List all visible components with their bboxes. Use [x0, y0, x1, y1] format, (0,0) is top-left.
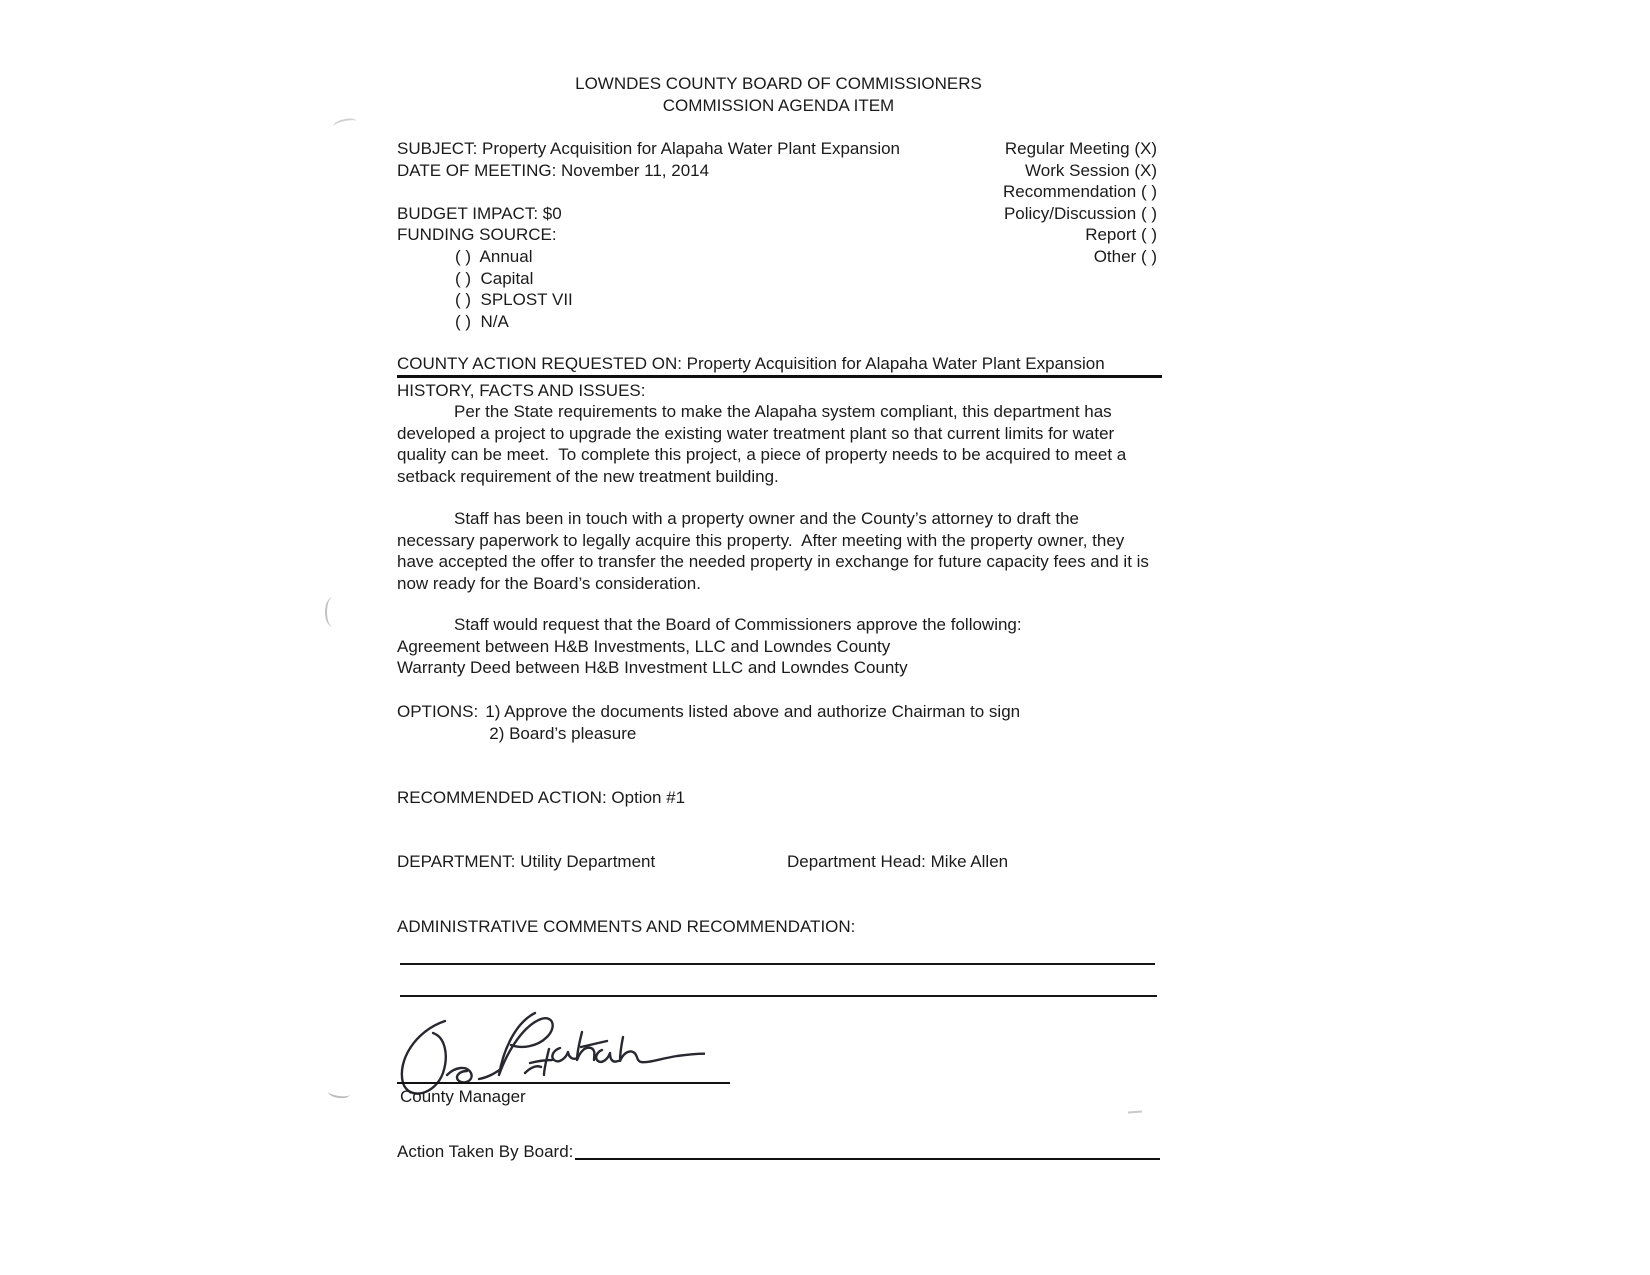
department-head-label: Department Head: Mike Allen: [787, 852, 1009, 871]
title-line-1: LOWNDES COUNTY BOARD OF COMMISSIONERS: [575, 74, 982, 93]
action-taken-label: Action Taken By Board:: [397, 1142, 574, 1161]
department-row: [397, 851, 1160, 873]
option-2: 2) Board’s pleasure: [489, 723, 637, 743]
scan-artifact-bottom: [327, 1087, 350, 1100]
comments-blank-line-1: [400, 963, 1155, 965]
recommended-action-line: RECOMMENDED ACTION: Option #1: [397, 788, 686, 807]
meeting-type-policy-discussion: Policy/Discussion ( ): [1003, 203, 1157, 223]
history-paragraph-1: Per the State requirements to make the Alapaha system compliant, this department has developed a project to upgrade the existing water treatment plant so that current limits for water quality can be meet. To complete this project, a piece of property needs to be acquired to meet a setback requirement of the new treatment building.: [397, 402, 1131, 486]
action-taken-row: [397, 1141, 1160, 1163]
funding-option-splost: ( ) SPLOST VII: [455, 290, 573, 310]
options-block: [397, 701, 1160, 744]
warranty-line: Warranty Deed between H&B Investment LLC and Lowndes County: [397, 658, 908, 678]
admin-comments-heading: ADMINISTRATIVE COMMENTS AND RECOMMENDATION:: [397, 917, 856, 936]
meeting-type-other: Other ( ): [1093, 246, 1157, 266]
header-spacer: [397, 181, 877, 203]
document-title: [397, 73, 1160, 116]
history-heading: HISTORY, FACTS AND ISSUES:: [397, 381, 646, 400]
comments-blank-line-2: [400, 995, 1157, 997]
meeting-type-regular: Regular Meeting (X): [1004, 139, 1157, 158]
history-paragraph-2: Staff has been in touch with a property owner and the County’s attorney to draft the necessary paperwork to legally acquire this property. After meeting with the property owner, they have accepted the offer to transfer the needed property in exchange for future capacity fees and it is now ready for the Board’s consideration.: [397, 509, 1154, 593]
signature-line: [397, 1082, 730, 1084]
county-action-line: COUNTY ACTION REQUESTED ON: Property Acquisition for Alapaha Water Plant Expansion: [397, 354, 1105, 373]
scan-artifact-dash: [1128, 1111, 1142, 1114]
department-label: DEPARTMENT: Utility Department: [397, 852, 656, 871]
meeting-type-recommendation: Recommendation ( ): [1002, 182, 1157, 202]
funding-source-label: FUNDING SOURCE:: [397, 225, 557, 245]
action-taken-blank-line: [575, 1158, 1160, 1160]
meeting-type-work-session: Work Session (X): [1025, 160, 1157, 180]
funding-option-annual: ( ) Annual: [455, 246, 533, 266]
meeting-type-column: [900, 138, 1157, 268]
header-left-column: [397, 138, 901, 332]
county-manager-label: County Manager: [400, 1087, 526, 1106]
scan-artifact-middle: [325, 597, 341, 627]
request-block: [397, 614, 1160, 679]
meeting-type-report: Report ( ): [1085, 225, 1157, 245]
date-of-meeting-line: DATE OF MEETING: November 11, 2014: [397, 160, 710, 180]
budget-impact-line: BUDGET IMPACT: $0: [397, 203, 562, 223]
options-list: [485, 701, 1020, 744]
scan-artifact-top: [332, 117, 358, 132]
option-1: 1) Approve the documents listed above and authorize Chairman to sign: [485, 702, 1021, 721]
funding-option-na: ( ) N/A: [455, 311, 509, 331]
title-line-2: COMMISSION AGENDA ITEM: [662, 95, 895, 115]
agreement-line: Agreement between H&B Investments, LLC and Lowndes County: [397, 636, 891, 656]
subject-line: SUBJECT: Property Acquisition for Alapaha Water Plant Expansion: [397, 139, 901, 158]
funding-option-capital: ( ) Capital: [455, 268, 534, 288]
request-paragraph: Staff would request that the Board of Commissioners approve the following:: [454, 615, 1022, 634]
options-label: OPTIONS:: [397, 702, 479, 721]
section-divider-rule: [397, 375, 1162, 378]
